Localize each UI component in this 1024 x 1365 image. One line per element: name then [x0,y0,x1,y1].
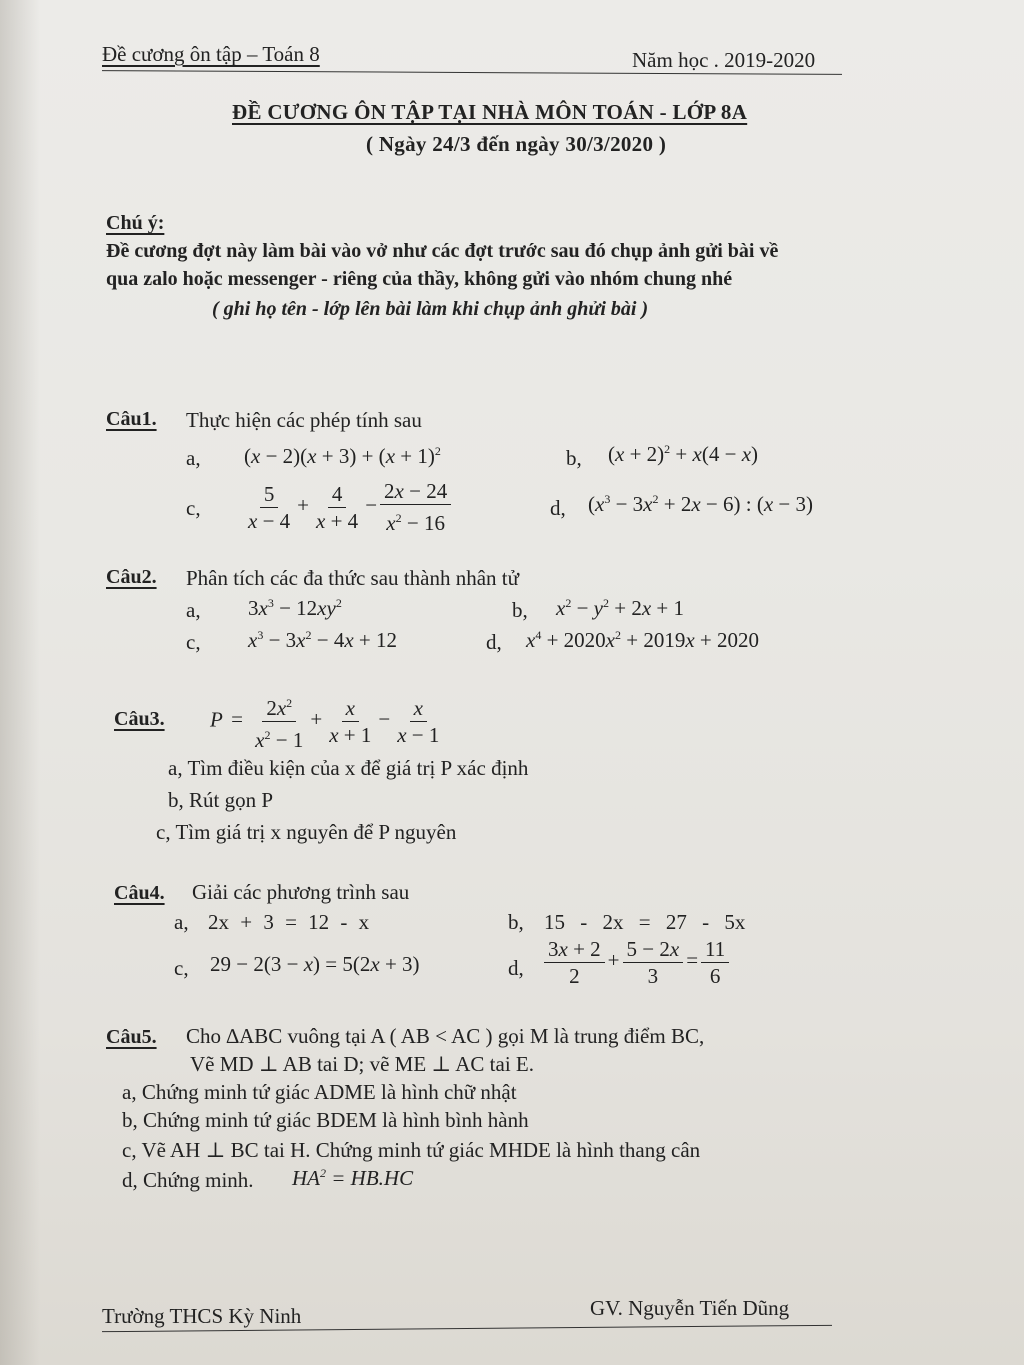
q1-a-expression: $(x - 2)(x + 3) + (x + 1)^2$ [244,444,441,468]
note-line-2: qua zalo hoặc messenger - riêng của thầy, không gửi vào nhóm chung nhé [106,268,733,290]
q5-d: d, Chứng minh. [122,1168,254,1192]
q1-d-expression: $(x^3 - 3x^2 + 2x - 6)$ : (x − 3) [588,492,814,516]
note-line-3: ( ghi họ tên - lớp lên bài làm khi chụp ảnh ghửi bài ) [212,298,649,320]
q2-d-label: d, [486,630,502,654]
q4-d-expression: $\frac{3x + 2}{2}$ + $\frac{5 - 2x}{3}$ = $\frac{11}{6}$ [544,936,729,989]
q3-expression: P = $\frac{2x^2}{x^2 - 1}$ + $\frac{x}{x + 1}$ − $\frac{x}{x - 1}$ [210,690,443,753]
q4-a-equation: 2x + 3 = 12 - x [208,910,370,934]
q2-a-expression: $3x^3 - 12xy^2$ [248,596,342,620]
q4-label: Câu4. [114,882,165,904]
q3-b: b, Rút gọn P [168,788,274,812]
q5-d-expression: $HA^2 = HB.HC$ [292,1166,414,1190]
q5-line-1: Cho ∆ABC vuông tại A ( AB < AC ) gọi M là trung điểm BC, [186,1024,705,1048]
q2-label: Câu2. [106,566,157,588]
q2-c-label: c, [186,630,201,654]
q4-c-expression: 29 − 2(3 − x) = 5(2x + 3) [210,952,420,976]
q1-a-label: a, [186,446,201,470]
q4-c-label: c, [174,956,189,980]
q5-line-2: Vẽ MD ⊥ AB tai D; vẽ ME ⊥ AC tai E. [190,1052,534,1076]
q1-b-expression: $(x + 2)^2 + x(4 - x)$ [608,442,759,466]
q2-d-expression: $x^4 + 2020x^2 + 2019x + 2020$ [526,628,760,652]
q2-b-label: b, [512,598,528,622]
q4-b-label: b, [508,910,524,934]
q2-b-expression: $x^2 - y^2 + 2x + 1$ [556,596,685,620]
page-dates: ( Ngày 24/3 đến ngày 30/3/2020 ) [366,132,667,156]
page-title: ĐỀ CƯƠNG ÔN TẬP TẠI NHÀ MÔN TOÁN - LỚP 8A [232,100,748,124]
q5-a: a, Chứng minh tứ giác ADME là hình chữ nhật [122,1080,517,1104]
q1-label: Câu1. [106,408,157,430]
header-left: Đề cương ôn tập – Toán 8 [102,42,320,66]
header-right: Năm học . 2019-2020 [632,48,816,72]
q5-b: b, Chứng minh tứ giác BDEM là hình bình hành [122,1108,529,1132]
q2-c-expression: $x^3 - 3x^2 - 4x + 12$ [248,628,398,652]
note-line-1: Đề cương đợt này làm bài vào vở như các đợt trước sau đó chụp ảnh gửi bài về [106,240,779,262]
q3-c: c, Tìm giá trị x nguyên để P nguyên [156,820,457,844]
q5-c: c, Vẽ AH ⊥ BC tai H. Chứng minh tứ giác MHDE là hình thang cân [122,1138,701,1162]
q4-d-label: d, [508,956,524,980]
q1-c-label: c, [186,496,201,520]
q1-prompt: Thực hiện các phép tính sau [186,408,422,432]
q1-d-label: d, [550,496,566,520]
q2-a-label: a, [186,598,201,622]
q4-prompt: Giải các phương trình sau [192,880,410,904]
q1-b-label: b, [566,446,582,470]
q4-a-label: a, [174,910,189,934]
q4-b-equation: 15 - 2x = 27 - 5x [544,910,746,934]
footer-left: Trường THCS Kỳ Ninh [102,1304,302,1328]
q5-label: Câu5. [106,1026,157,1048]
q2-prompt: Phân tích các đa thức sau thành nhân tử [186,566,519,590]
q1-c-expression: $\frac{5}{x - 4}$ + $\frac{4}{x + 4}$ − $\frac{2x - 24}{x^2 - 16}$ [244,478,451,536]
page-shadow [0,0,40,1365]
footer-right: GV. Nguyễn Tiến Dũng [590,1296,790,1320]
q3-label: Câu3. [114,708,165,730]
q3-a: a, Tìm điều kiện của x để giá trị P xác định [168,756,529,780]
note-label: Chú ý: [106,212,165,234]
